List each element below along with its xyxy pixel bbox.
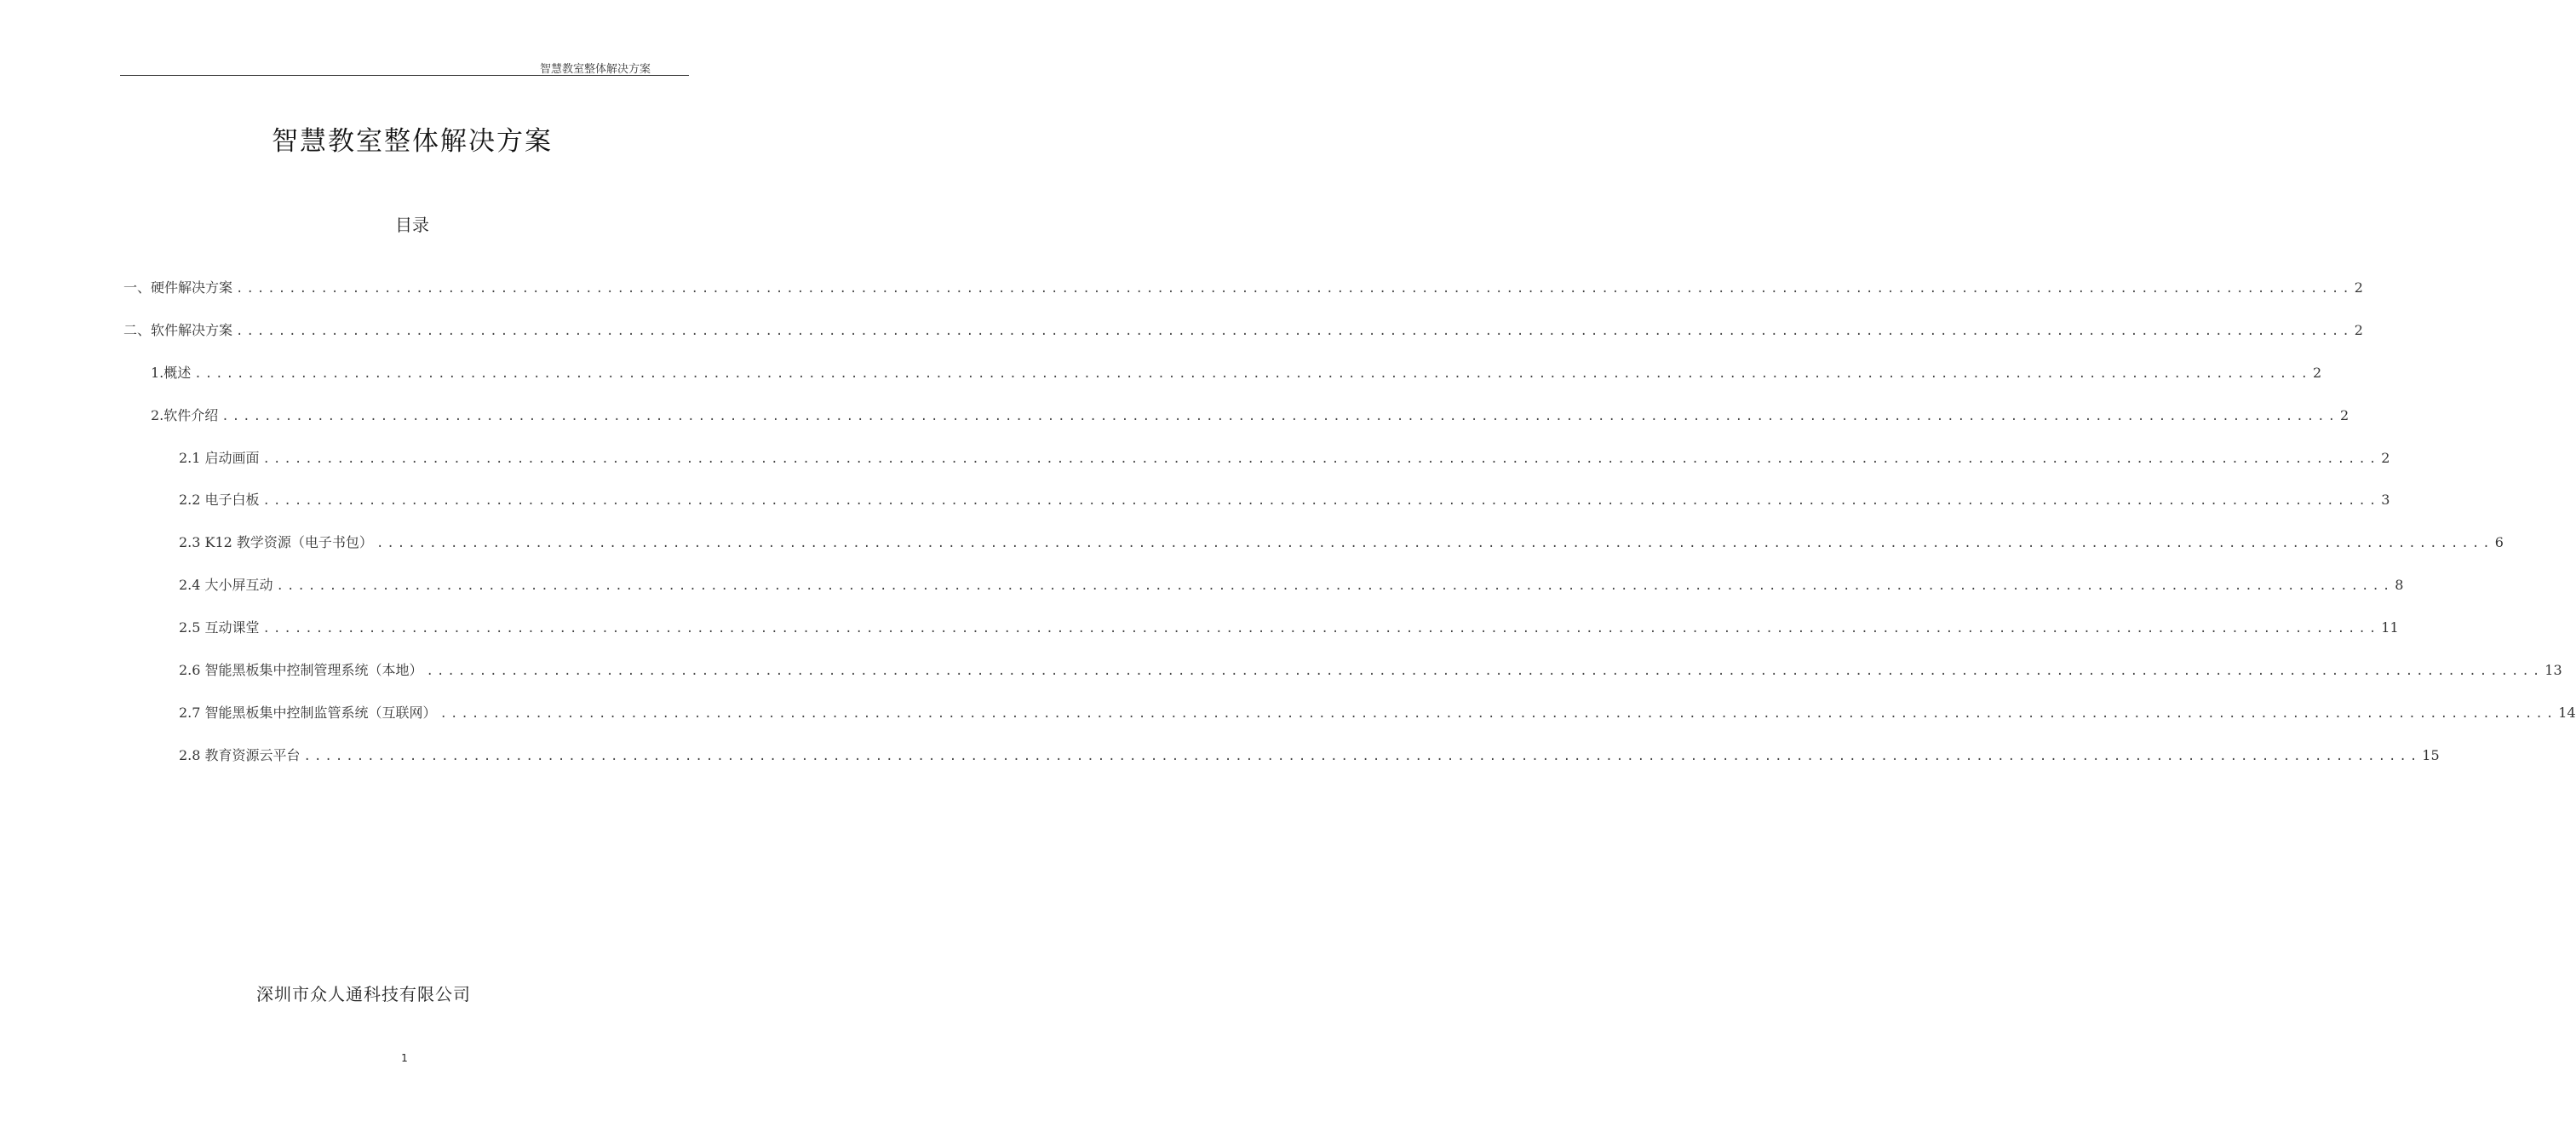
toc-entry[interactable] <box>179 617 2399 639</box>
toc-dot-leader: ........................................................................................................................................................................................................ <box>194 367 2312 381</box>
page-number: 1 <box>401 1052 408 1064</box>
toc-entry[interactable] <box>151 405 2349 427</box>
toc-dot-leader: ........................................................................................................................................................................................................ <box>262 452 2380 466</box>
toc-entry[interactable] <box>179 447 2390 469</box>
toc-entry-label: 2.5 互动课堂 <box>179 619 260 636</box>
toc-entry[interactable] <box>179 659 2562 682</box>
toc-dot-leader: ........................................................................................................................................................................................................ <box>303 750 2421 763</box>
toc-entry[interactable] <box>179 532 2504 554</box>
toc-entry-page: 8 <box>2395 577 2404 593</box>
toc-entry-label: 2.2 电子白板 <box>179 492 260 508</box>
toc-dot-leader: ........................................................................................................................................................................................................ <box>221 410 2339 423</box>
toc-entry-page: 15 <box>2422 747 2440 763</box>
toc-entry-page: 14 <box>2558 705 2576 721</box>
toc-dot-leader: ........................................................................................................................................................................................................ <box>236 282 2353 296</box>
toc-entry-label: 二、软件解决方案 <box>123 322 233 338</box>
toc-entry[interactable] <box>179 745 2440 767</box>
toc-entry[interactable] <box>179 489 2390 511</box>
toc-entry-label: 1.概述 <box>151 365 192 381</box>
toc-entry-label: 2.6 智能黑板集中控制管理系统（本地） <box>179 662 423 678</box>
toc-entry-label: 2.3 K12 教学资源（电子书包） <box>179 534 373 550</box>
toc-heading: 目录 <box>395 215 429 235</box>
toc-entry-page: 11 <box>2381 619 2399 636</box>
toc-entry-label: 一、硬件解决方案 <box>123 279 233 296</box>
toc-entry-page: 2 <box>2381 450 2390 466</box>
header-divider <box>120 75 689 76</box>
toc-entry-label: 2.7 智能黑板集中控制监管系统（互联网） <box>179 705 437 721</box>
toc-dot-leader: ........................................................................................................................................................................................................ <box>439 707 2557 721</box>
toc-entry[interactable] <box>179 574 2404 596</box>
toc-entry-page: 6 <box>2494 534 2504 550</box>
toc-entry-page: 3 <box>2381 492 2390 508</box>
toc-dot-leader: ........................................................................................................................................................................................................ <box>426 665 2544 678</box>
toc-entry[interactable] <box>151 362 2322 384</box>
toc-entry-page: 2 <box>2340 407 2349 423</box>
toc-dot-leader: ........................................................................................................................................................................................................ <box>262 622 2380 636</box>
toc-entry-label: 2.软件介绍 <box>151 407 219 423</box>
toc-entry[interactable] <box>123 319 2363 342</box>
toc-entry-label: 2.1 启动画面 <box>179 450 260 466</box>
toc-entry-label: 2.4 大小屏互动 <box>179 577 273 593</box>
toc-dot-leader: ........................................................................................................................................................................................................ <box>262 494 2380 508</box>
toc-dot-leader: ........................................................................................................................................................................................................ <box>276 579 2394 593</box>
running-header: 智慧教室整体解决方案 <box>539 63 651 76</box>
toc-entry-page: 2 <box>2354 322 2363 338</box>
toc-entry-label: 2.8 教育资源云平台 <box>179 747 301 763</box>
document-title: 智慧教室整体解决方案 <box>272 126 553 157</box>
toc-entry-page: 2 <box>2354 279 2363 296</box>
toc-entry[interactable] <box>179 702 2576 724</box>
toc-entry-page: 13 <box>2544 662 2562 678</box>
company-name: 深圳市众人通科技有限公司 <box>256 984 471 1004</box>
toc-entry[interactable] <box>123 277 2363 299</box>
toc-dot-leader: ........................................................................................................................................................................................................ <box>376 537 2493 550</box>
toc-entry-page: 2 <box>2313 365 2322 381</box>
toc-dot-leader: ........................................................................................................................................................................................................ <box>236 325 2353 338</box>
